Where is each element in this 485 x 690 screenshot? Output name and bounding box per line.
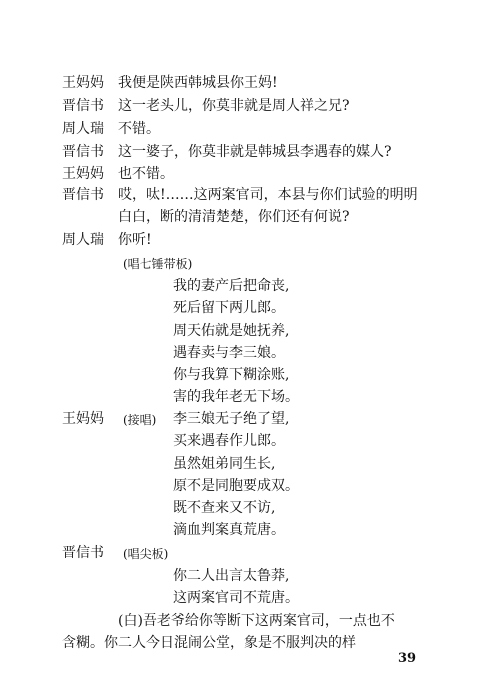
speaker-label: 周人瑞 <box>62 232 104 248</box>
prose-line: 含糊。你二人今日混闹公堂，象是不服判决的样 <box>62 635 356 651</box>
speaker-label: 周人瑞 <box>62 121 104 137</box>
stage-direction: (唱七锤带板) <box>123 257 193 271</box>
dialogue-text: 哎，呔!……这两案官司，本县与你们试验的明明 <box>118 187 418 203</box>
stage-direction: (接唱) <box>123 413 157 427</box>
speaker-label: 王妈妈 <box>62 75 104 91</box>
dialogue-text: 我便是陕西韩城县你王妈! <box>118 75 278 91</box>
speaker-label: 晋信书 <box>62 144 104 160</box>
verse-line: 遇春卖与李三娘。 <box>173 345 285 361</box>
speaker-label: 王妈妈 <box>62 411 104 427</box>
verse-line: 买来遇春作儿郎。 <box>173 433 285 449</box>
verse-line: 你与我算下糊涂账, <box>173 367 290 383</box>
page-number: 39 <box>398 651 417 666</box>
dialogue-text: 这一婆子，你莫非就是韩城县李遇春的媒人? <box>118 144 392 160</box>
verse-line: 死后留下两儿郎。 <box>173 300 285 316</box>
verse-line: 虽然姐弟同生长, <box>173 456 276 472</box>
verse-line: 既不查来又不访, <box>173 500 276 516</box>
verse-line: 这两案官司不荒唐。 <box>173 590 299 606</box>
dialogue-text: 这一老头儿，你莫非就是周人祥之兄? <box>118 98 350 114</box>
verse-line: 你二人出言太鲁莽, <box>173 568 290 584</box>
prose-line: (白)吾老爷给你等断下这两案官司，一点也不 <box>118 613 395 629</box>
speaker-label: 晋信书 <box>62 545 104 561</box>
speaker-label: 晋信书 <box>62 98 104 114</box>
dialogue-text: 你听! <box>118 232 152 248</box>
dialogue-text: 也不错。 <box>118 166 174 182</box>
verse-line: 李三娘无子绝了望, <box>173 411 290 427</box>
verse-line: 原不是同胞要成双。 <box>173 478 299 494</box>
verse-line: 害的我年老无下场。 <box>173 389 299 405</box>
verse-line: 滴血判案真荒唐。 <box>173 522 285 538</box>
dialogue-text-continued: 白白，断的清清楚楚，你们还有何说? <box>118 209 350 225</box>
verse-line: 周天佑就是她抚养, <box>173 323 290 339</box>
speaker-label: 王妈妈 <box>62 166 104 182</box>
dialogue-text: 不错。 <box>118 121 160 137</box>
stage-direction: (唱尖板) <box>123 547 169 561</box>
speaker-label: 晋信书 <box>62 187 104 203</box>
verse-line: 我的妻产后把命丧, <box>173 278 290 294</box>
